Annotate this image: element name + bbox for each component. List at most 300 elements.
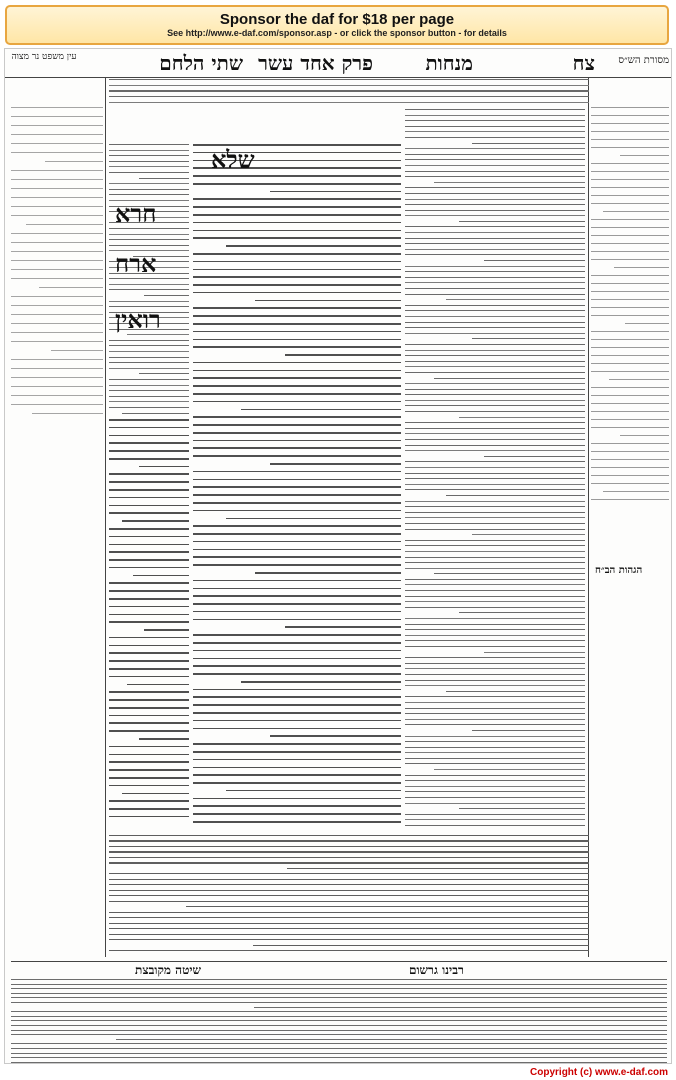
- text-line: [226, 790, 401, 792]
- text-line: [472, 730, 585, 731]
- text-line: [122, 520, 189, 522]
- text-line: [109, 357, 189, 358]
- text-line: [405, 596, 585, 597]
- text-line: [241, 681, 401, 683]
- tractate-name: מנחות: [425, 51, 473, 75]
- text-line: [625, 323, 669, 324]
- text-line: [405, 176, 585, 177]
- text-line: [109, 676, 189, 678]
- text-line: [405, 210, 585, 211]
- hagahot-heading: הגהות הב״ח: [595, 565, 643, 576]
- text-line: [193, 471, 401, 473]
- text-line: [133, 575, 189, 577]
- text-line: [459, 808, 585, 809]
- text-line: [11, 1025, 667, 1026]
- text-line: [109, 598, 189, 600]
- text-line: [591, 203, 669, 204]
- text-line: [11, 188, 103, 189]
- text-line: [193, 307, 401, 309]
- text-line: [405, 758, 585, 759]
- text-line: [109, 379, 189, 380]
- text-line: [109, 621, 189, 623]
- text-line: [193, 798, 401, 800]
- text-line: [193, 393, 401, 395]
- text-line: [405, 713, 585, 714]
- text-line: [255, 300, 401, 302]
- text-line: [405, 680, 585, 681]
- text-line: [109, 851, 589, 852]
- text-line: [405, 271, 585, 272]
- sponsor-title[interactable]: Sponsor the daf for $18 per page: [219, 11, 455, 28]
- top-text-band: [109, 79, 589, 107]
- text-line: [193, 689, 401, 691]
- text-line: [434, 573, 585, 574]
- text-line: [51, 350, 103, 351]
- text-line: [193, 533, 401, 535]
- text-line: [11, 206, 103, 207]
- text-line: [405, 736, 585, 737]
- text-line: [109, 754, 189, 756]
- chapter-name: פרק אחד עשר: [258, 51, 373, 75]
- text-line: [193, 323, 401, 325]
- text-line: [193, 720, 401, 722]
- text-line: [109, 722, 189, 724]
- text-line: [405, 120, 585, 121]
- text-line: [591, 451, 669, 452]
- text-line: [459, 417, 585, 418]
- text-line: [405, 489, 585, 490]
- text-line: [405, 131, 585, 132]
- text-line: [109, 234, 189, 235]
- text-line: [226, 245, 401, 247]
- text-line: [109, 559, 189, 561]
- text-line: [193, 377, 401, 379]
- text-line: [472, 534, 585, 535]
- text-line: [405, 439, 585, 440]
- text-line: [11, 197, 103, 198]
- text-line: [603, 211, 669, 212]
- text-line: [405, 557, 585, 558]
- text-line: [405, 467, 585, 468]
- text-line: [11, 1062, 667, 1063]
- text-line: [109, 401, 189, 402]
- text-line: [193, 650, 401, 652]
- text-line: [591, 347, 669, 348]
- text-line: [109, 407, 189, 408]
- text-line: [405, 372, 585, 373]
- text-line: [405, 646, 585, 647]
- text-line: [405, 579, 585, 580]
- text-line: [405, 719, 585, 720]
- text-line: [405, 819, 585, 820]
- text-line: [11, 1034, 667, 1035]
- text-line: [193, 580, 401, 582]
- text-line: [193, 362, 401, 364]
- gemara-column: [193, 144, 401, 819]
- text-line: [285, 354, 401, 356]
- text-line: [405, 663, 585, 664]
- text-line: [405, 109, 585, 110]
- text-line: [109, 923, 589, 924]
- text-line: [405, 791, 585, 792]
- text-line: [109, 390, 189, 391]
- text-line: [193, 510, 401, 512]
- text-line: [603, 491, 669, 492]
- text-line: [405, 708, 585, 709]
- text-line: [405, 780, 585, 781]
- text-line: [144, 629, 189, 631]
- text-line: [109, 614, 189, 616]
- text-line: [405, 243, 585, 244]
- text-line: [591, 123, 669, 124]
- text-line: [11, 107, 103, 108]
- text-line: [591, 499, 669, 500]
- text-line: [193, 198, 401, 200]
- text-line: [109, 567, 189, 569]
- text-line: [591, 339, 669, 340]
- text-line: [109, 85, 589, 86]
- text-line: [405, 350, 585, 351]
- text-line: [193, 704, 401, 706]
- text-line: [405, 752, 585, 753]
- text-line: [109, 194, 189, 195]
- text-line: [109, 835, 589, 836]
- text-line: [11, 993, 667, 994]
- text-line: [11, 1020, 667, 1021]
- text-line: [193, 269, 401, 271]
- text-line: [109, 544, 189, 546]
- text-line: [109, 458, 189, 460]
- text-line: [193, 634, 401, 636]
- text-line: [122, 413, 189, 414]
- page-header: [5, 49, 672, 77]
- text-line: [405, 148, 585, 149]
- text-line: [405, 461, 585, 462]
- gemara-word-2: חרא: [115, 199, 157, 228]
- text-line: [109, 239, 189, 240]
- text-line: [405, 501, 585, 502]
- text-line: [405, 763, 585, 764]
- text-line: [591, 459, 669, 460]
- text-line: [193, 401, 401, 403]
- gemara-word-4: רואין: [115, 305, 161, 334]
- text-line: [434, 378, 585, 379]
- text-line: [193, 479, 401, 481]
- text-line: [139, 466, 189, 468]
- text-line: [11, 278, 103, 279]
- text-line: [591, 139, 669, 140]
- text-line: [591, 291, 669, 292]
- text-line: [405, 277, 585, 278]
- text-line: [109, 777, 189, 779]
- text-line: [109, 301, 189, 302]
- text-line: [405, 696, 585, 697]
- text-line: [109, 427, 189, 429]
- text-line: [109, 189, 189, 190]
- text-line: [109, 857, 589, 858]
- text-line: [11, 170, 103, 171]
- text-line: [109, 551, 189, 553]
- text-line: [139, 738, 189, 740]
- text-line: [193, 696, 401, 698]
- text-line: [459, 221, 585, 222]
- text-line: [11, 404, 103, 405]
- text-line: [405, 383, 585, 384]
- text-line: [405, 814, 585, 815]
- text-line: [405, 551, 585, 552]
- text-line: [591, 187, 669, 188]
- text-line: [591, 243, 669, 244]
- text-line: [405, 657, 585, 658]
- gemara-lower-left: [109, 419, 189, 819]
- text-line: [591, 307, 669, 308]
- text-line: [193, 502, 401, 504]
- text-line: [591, 283, 669, 284]
- text-line: [11, 1043, 667, 1044]
- text-line: [405, 316, 585, 317]
- text-line: [109, 419, 189, 421]
- text-line: [193, 782, 401, 784]
- text-line: [109, 917, 589, 918]
- text-line: [11, 377, 103, 378]
- text-line: [405, 747, 585, 748]
- text-line: [109, 901, 589, 902]
- text-line: [405, 825, 585, 826]
- text-line: [591, 163, 669, 164]
- text-line: [620, 435, 669, 436]
- text-line: [405, 590, 585, 591]
- text-line: [109, 582, 189, 584]
- text-line: [405, 685, 585, 686]
- text-line: [109, 96, 589, 97]
- text-line: [193, 759, 401, 761]
- text-line: [405, 232, 585, 233]
- text-line: [405, 702, 585, 703]
- sponsor-banner[interactable]: [5, 5, 669, 45]
- tosafot-column: [109, 144, 189, 414]
- text-line: [405, 226, 585, 227]
- copyright-link[interactable]: Copyright (c) www.e-daf.com: [530, 1067, 668, 1078]
- text-line: [446, 691, 585, 692]
- text-line: [405, 803, 585, 804]
- text-line: [609, 379, 669, 380]
- text-line: [405, 422, 585, 423]
- text-line: [270, 735, 401, 737]
- text-line: [109, 442, 189, 444]
- text-line: [591, 403, 669, 404]
- text-line: [109, 715, 189, 717]
- text-line: [405, 478, 585, 479]
- text-line: [591, 259, 669, 260]
- text-line: [405, 266, 585, 267]
- text-line: [405, 674, 585, 675]
- text-line: [405, 165, 585, 166]
- text-line: [11, 134, 103, 135]
- text-line: [591, 131, 669, 132]
- text-line: [405, 282, 585, 283]
- gemara-word-3: ארח: [115, 249, 157, 278]
- text-line: [11, 125, 103, 126]
- text-line: [193, 821, 401, 823]
- text-line: [109, 606, 189, 608]
- text-line: [484, 456, 585, 457]
- text-line: [405, 529, 585, 530]
- text-line: [591, 475, 669, 476]
- text-line: [109, 351, 189, 352]
- text-line: [193, 214, 401, 216]
- text-line: [109, 155, 189, 156]
- text-line: [109, 939, 589, 940]
- text-line: [109, 746, 189, 748]
- text-line: [405, 775, 585, 776]
- text-line: [405, 249, 585, 250]
- text-line: [405, 115, 585, 116]
- text-line: [591, 443, 669, 444]
- text-line: [591, 227, 669, 228]
- text-line: [193, 619, 401, 621]
- text-line: [405, 433, 585, 434]
- text-line: [193, 339, 401, 341]
- text-line: [193, 424, 401, 426]
- text-line: [459, 612, 585, 613]
- text-line: [591, 235, 669, 236]
- text-line: [11, 979, 667, 980]
- text-line: [193, 813, 401, 815]
- text-line: [11, 395, 103, 396]
- text-line: [11, 988, 667, 989]
- text-line: [11, 386, 103, 387]
- text-line: [109, 245, 189, 246]
- text-line: [591, 179, 669, 180]
- text-line: [405, 366, 585, 367]
- text-line: [109, 345, 189, 346]
- text-line: [109, 840, 589, 841]
- text-line: [591, 427, 669, 428]
- text-line: [109, 396, 189, 397]
- text-line: [11, 260, 103, 261]
- text-line: [472, 338, 585, 339]
- text-line: [109, 699, 189, 701]
- text-line: [226, 518, 401, 520]
- text-line: [109, 481, 189, 483]
- text-line: [405, 545, 585, 546]
- text-line: [109, 769, 189, 771]
- text-line: [109, 884, 589, 885]
- text-line: [405, 193, 585, 194]
- text-line: [405, 601, 585, 602]
- text-line: [193, 642, 401, 644]
- torah-or-label: מסורת הש״ס: [618, 55, 669, 66]
- text-line: [109, 862, 589, 863]
- text-line: [193, 416, 401, 418]
- sponsor-subtitle[interactable]: See http://www.e-daf.com/sponsor.asp - or click the sponsor button - for details: [167, 28, 507, 38]
- text-line: [193, 237, 401, 239]
- text-line: [109, 368, 189, 369]
- text-line: [405, 199, 585, 200]
- text-line: [591, 195, 669, 196]
- text-line: [109, 637, 189, 639]
- text-line: [127, 684, 189, 686]
- text-line: [11, 143, 103, 144]
- text-line: [253, 945, 589, 946]
- text-line: [405, 635, 585, 636]
- page-number: צח: [572, 51, 595, 75]
- text-line: [405, 640, 585, 641]
- text-line: [109, 652, 189, 654]
- text-line: [11, 314, 103, 315]
- text-line: [11, 251, 103, 252]
- rashi-column: [405, 109, 585, 829]
- text-line: [405, 361, 585, 362]
- text-line: [405, 394, 585, 395]
- text-line: [193, 805, 401, 807]
- text-line: [405, 389, 585, 390]
- text-line: [193, 292, 401, 294]
- text-line: [193, 603, 401, 605]
- text-line: [109, 435, 189, 437]
- text-line: [109, 800, 189, 802]
- text-line: [193, 673, 401, 675]
- rabbenu-gershom-heading: רבינו גרשום: [409, 963, 464, 977]
- text-line: [405, 724, 585, 725]
- text-line: [193, 658, 401, 660]
- text-line: [109, 385, 189, 386]
- text-line: [405, 629, 585, 630]
- notes-rule: [11, 961, 667, 962]
- text-line: [11, 368, 103, 369]
- text-line: [11, 296, 103, 297]
- shita-mekubetzet-heading: שיטה מקובצת: [135, 963, 201, 977]
- text-line: [434, 769, 585, 770]
- text-line: [193, 525, 401, 527]
- text-line: [405, 540, 585, 541]
- text-line: [11, 341, 103, 342]
- bottom-notes: [11, 979, 667, 1059]
- text-line: [144, 295, 189, 296]
- text-line: [11, 1016, 667, 1017]
- text-line: [11, 1011, 667, 1012]
- text-line: [11, 1048, 667, 1049]
- text-line: [254, 1007, 667, 1008]
- text-line: [109, 79, 589, 80]
- text-line: [11, 233, 103, 234]
- text-line: [405, 428, 585, 429]
- text-line: [193, 222, 401, 224]
- text-line: [109, 846, 589, 847]
- text-line: [614, 267, 669, 268]
- chapter-title: שתי הלחם: [159, 51, 243, 75]
- text-line: [109, 172, 189, 173]
- text-line: [591, 355, 669, 356]
- text-line: [193, 440, 401, 442]
- text-line: [591, 419, 669, 420]
- text-line: [591, 219, 669, 220]
- text-line: [405, 310, 585, 311]
- text-line: [193, 447, 401, 449]
- text-line: [405, 607, 585, 608]
- text-line: [193, 284, 401, 286]
- text-line: [405, 786, 585, 787]
- text-line: [591, 363, 669, 364]
- text-line: [109, 912, 589, 913]
- text-line: [11, 1053, 667, 1054]
- text-line: [109, 730, 189, 732]
- text-line: [109, 890, 589, 891]
- text-line: [11, 152, 103, 153]
- text-line: [109, 645, 189, 647]
- text-line: [109, 808, 189, 810]
- text-line: [484, 652, 585, 653]
